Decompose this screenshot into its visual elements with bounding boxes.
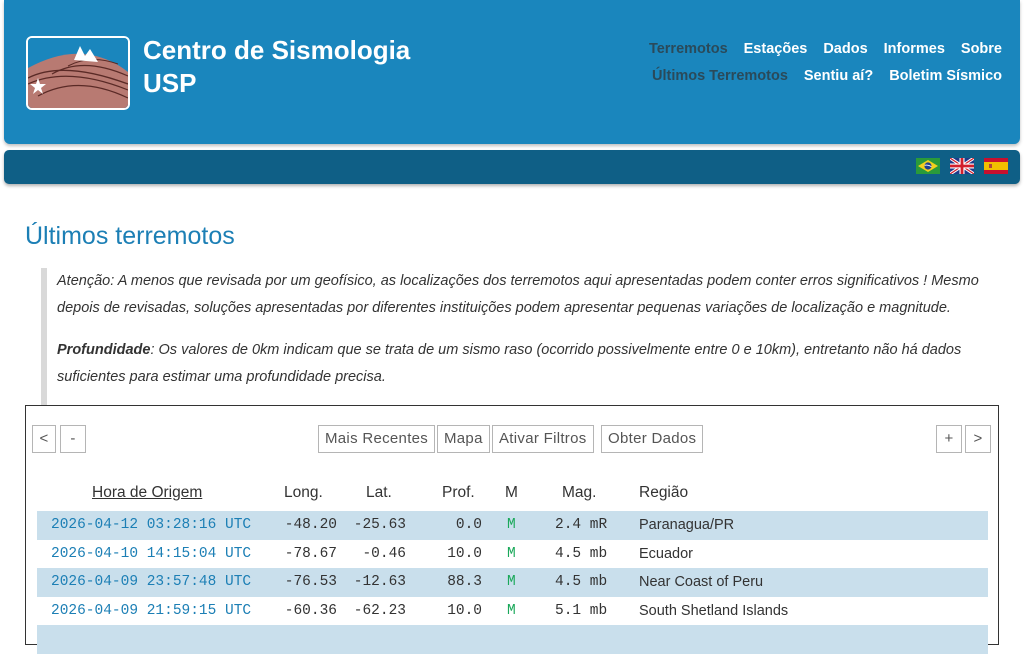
column-header-latitude: Lat.: [366, 484, 392, 501]
next-page-button[interactable]: >: [965, 425, 991, 453]
m-cell: M: [507, 517, 516, 533]
depth-note: [57, 337, 1015, 391]
site-header: [4, 0, 1020, 144]
nav-item-estacoes[interactable]: Estações: [743, 41, 808, 57]
magnitude-cell: 5.1 mb: [555, 602, 608, 619]
language-bar: [4, 150, 1020, 184]
usp-seismology-logo[interactable]: [26, 36, 130, 110]
site-title[interactable]: [143, 34, 410, 100]
latitude-cell: -12.63: [353, 574, 406, 590]
column-header-region: Região: [639, 484, 689, 501]
table-row[interactable]: [37, 540, 988, 569]
longitude-cell: -78.67: [284, 545, 337, 562]
depth-cell: 0.0: [455, 517, 482, 533]
column-header-longitude: Long.: [284, 484, 323, 501]
longitude-cell: -60.36: [284, 602, 337, 619]
region-cell: Near Coast of Peru: [639, 574, 764, 590]
magnitude-cell: 4.5 mb: [555, 545, 608, 562]
table-row[interactable]: [37, 568, 988, 597]
depth-note-text: : Os valores de 0km indicam que se trata de um sismo raso (ocorrido possivelmente entre 0 e 10km), entretanto não há dados suficientes para estimar uma profundidade precisa.: [57, 342, 962, 385]
enable-filters-button[interactable]: Ativar Filtros: [492, 425, 594, 453]
longitude-cell: -76.53: [284, 574, 337, 590]
uk-flag-icon[interactable]: [950, 158, 974, 174]
nav-item-dados[interactable]: Dados: [823, 41, 868, 57]
region-cell: South Shetland Islands: [639, 602, 789, 619]
nav-item-sentiu-ai[interactable]: Sentiu aí?: [803, 68, 874, 84]
origin-time-link[interactable]: 2026-04-12 03:28:16 UTC: [51, 517, 252, 533]
page-title: Últimos terremotos: [25, 222, 235, 250]
table-row[interactable]: [37, 511, 988, 540]
column-header-origin-time[interactable]: Hora de Origem: [92, 484, 203, 501]
nav-item-sobre[interactable]: Sobre: [960, 41, 1002, 57]
earthquake-table-panel: [25, 405, 999, 645]
nav-row-primary: [649, 39, 1002, 59]
language-flags: [916, 158, 1008, 174]
most-recent-button[interactable]: Mais Recentes: [318, 425, 435, 453]
m-cell: M: [507, 545, 516, 562]
magnitude-cell: 2.4 mR: [555, 517, 608, 533]
nav-row-secondary: [649, 66, 1002, 86]
latitude-cell: -0.46: [362, 545, 406, 562]
region-cell: Ecuador: [639, 545, 694, 562]
decrease-button[interactable]: -: [60, 425, 86, 453]
magnitude-cell: 4.5 mb: [555, 574, 608, 590]
column-header-m: M: [505, 484, 518, 501]
region-cell: Paranagua/PR: [639, 517, 735, 533]
table-row[interactable]: [37, 597, 988, 626]
m-cell: M: [507, 602, 516, 619]
nav-item-boletim-sismico[interactable]: Boletim Sísmico: [889, 68, 1002, 84]
increase-button[interactable]: +: [936, 425, 962, 453]
origin-time-link[interactable]: 2026-04-09 23:57:48 UTC: [51, 574, 252, 590]
column-header-magnitude: Mag.: [562, 484, 597, 501]
brazil-flag-icon[interactable]: [916, 158, 940, 174]
table-row[interactable]: [37, 625, 988, 654]
site-title-line2: USP: [143, 68, 197, 98]
site-title-line1: Centro de Sismologia: [143, 35, 411, 65]
spain-flag-icon[interactable]: [984, 158, 1008, 174]
disclaimer-note: [41, 268, 1015, 406]
latitude-cell: -62.23: [353, 602, 406, 619]
m-cell: M: [507, 574, 516, 590]
accuracy-warning: Atenção: A menos que revisada por um geofísico, as localizações dos terremotos aqui apresentadas podem conter erros significativos ! Mesmo depois de revisadas, soluções apresentadas por diferentes instituições podem apresentar pequenas variações de localização e magnitude.: [57, 273, 979, 316]
earthquake-rows: [37, 511, 988, 654]
map-button[interactable]: Mapa: [437, 425, 490, 453]
get-data-button[interactable]: Obter Dados: [601, 425, 703, 453]
longitude-cell: -48.20: [284, 517, 337, 533]
depth-cell: 88.3: [447, 574, 482, 590]
main-nav: [649, 39, 1002, 86]
depth-note-label: Profundidade: [57, 342, 151, 358]
nav-item-terremotos[interactable]: Terremotos: [648, 41, 728, 57]
column-header-depth: Prof.: [442, 484, 475, 501]
prev-page-button[interactable]: <: [32, 425, 56, 453]
nav-item-informes[interactable]: Informes: [883, 41, 945, 57]
depth-cell: 10.0: [447, 545, 482, 562]
latitude-cell: -25.63: [353, 517, 406, 533]
origin-time-link[interactable]: 2026-04-10 14:15:04 UTC: [51, 545, 252, 562]
nav-item-ultimos-terremotos[interactable]: Últimos Terremotos: [651, 68, 788, 84]
origin-time-link[interactable]: 2026-04-09 21:59:15 UTC: [51, 602, 252, 619]
depth-cell: 10.0: [447, 602, 482, 619]
